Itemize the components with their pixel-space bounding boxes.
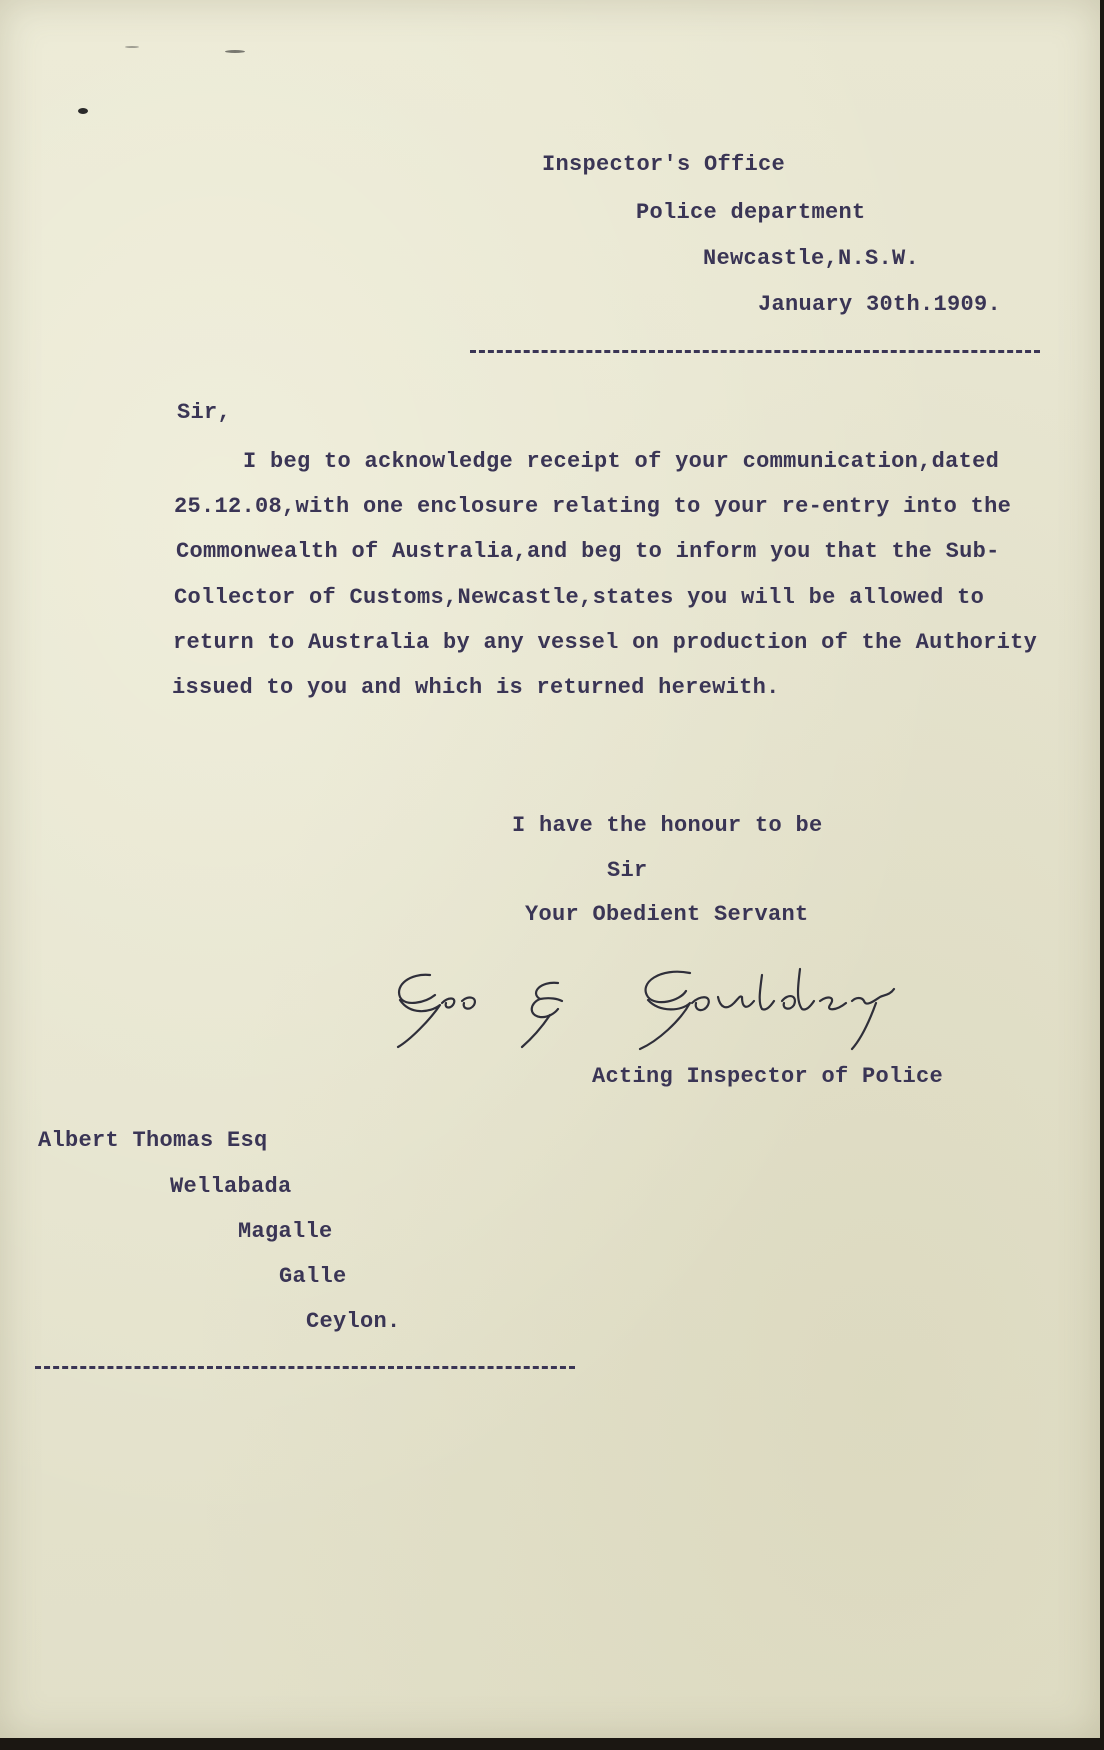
closing-sir: Sir: [607, 858, 648, 883]
body-line-2: 25.12.08,with one enclosure relating to your re-entry into the: [174, 494, 1012, 519]
address-line-1: Wellabada: [170, 1174, 292, 1199]
letter-date: January 30th.1909.: [758, 292, 1002, 317]
closing-servant: Your Obedient Servant: [525, 902, 809, 927]
scan-right-edge: [1100, 0, 1104, 1750]
salutation: Sir,: [177, 400, 232, 425]
letterhead-office: Inspector's Office: [542, 152, 786, 177]
scan-mark: [225, 50, 245, 53]
address-name: Albert Thomas Esq: [38, 1128, 268, 1153]
letterhead-location: Newcastle,N.S.W.: [703, 246, 920, 271]
closing-title: Acting Inspector of Police: [592, 1064, 944, 1089]
scan-mark: [125, 46, 139, 48]
address-divider: [35, 1366, 575, 1369]
body-line-4: Collector of Customs,Newcastle,states you will be allowed to: [174, 585, 985, 610]
letterhead-department: Police department: [636, 200, 866, 225]
address-line-2: Magalle: [238, 1219, 333, 1244]
body-line-3: Commonwealth of Australia,and beg to inform you that the Sub-: [176, 539, 1000, 564]
scan-mark: [78, 108, 88, 114]
closing-honour: I have the honour to be: [512, 813, 823, 838]
signature-image: [390, 945, 1010, 1055]
body-line-5: return to Australia by any vessel on production of the Authority: [173, 630, 1038, 655]
body-line-1: I beg to acknowledge receipt of your communication,dated: [243, 449, 1000, 474]
body-line-6: issued to you and which is returned herewith.: [172, 675, 780, 700]
letterhead-divider: [470, 350, 1040, 353]
address-line-3: Galle: [279, 1264, 347, 1289]
address-line-4: Ceylon.: [306, 1309, 401, 1334]
